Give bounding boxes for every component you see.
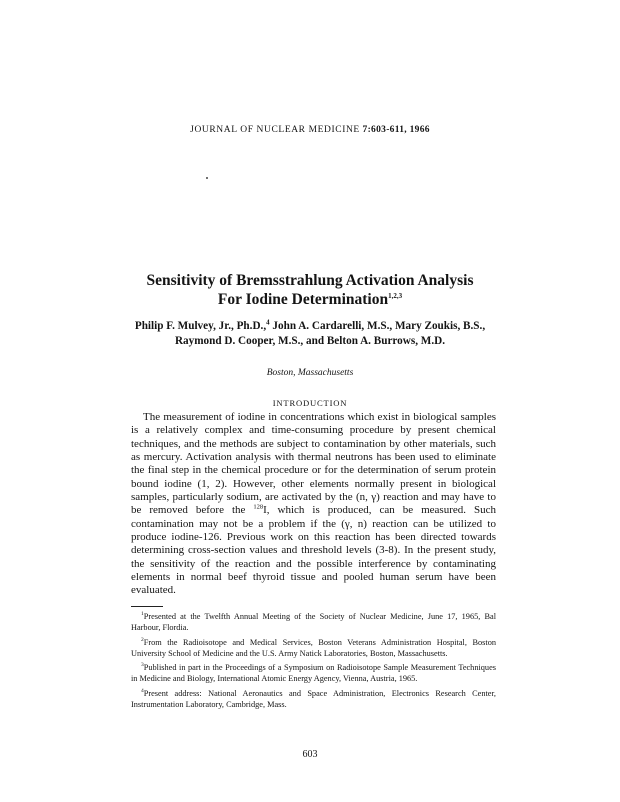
isotope-mass-number: 128 [253,503,264,511]
paragraph-part-a: The measurement of iodine in concentrations which exist in biological samples is a relatively complex and time-consuming procedure by present chemical techniques, and the methods are subject to contamination by other materials, such as mercury. Activation analysis with thermal neutrons has been used to eliminate the final step in the chemical procedure or for the determination of serum protein bound iodine (1, 2). However, other elements normally present in biological samples, particularly sodium, are activated by the (n, γ) reaction and may have to be removed before the [131,411,496,517]
paragraph-part-b: I, which is produced, can be measured. Such contamination may not be a problem if the (γ, n) reaction can be utilized to produce iodine-126. Previous work on this reaction has been directed towards determining cross-section values and threshold levels (3-8). In the present study, the sensitivity of the reaction and the possible interference by contaminating elements in normal beef thyroid tissue and pooled human serum have been evaluated. [131,504,496,597]
author-footnote-mark: 4 [266,318,270,327]
page-number: 603 [302,749,318,760]
title-footnote-marks: 1,2,3 [388,291,403,300]
footnote [131,611,496,633]
author-location: Boston, Massachusetts [266,368,354,378]
authors-line-1a: Philip F. Mulvey, Jr., Ph.D., [134,320,267,332]
footnote-mark: 1 [141,611,144,618]
footnote [131,662,496,684]
journal-header [0,125,620,135]
footnotes [131,611,496,714]
authors-line-1b: John A. Cardarelli, M.S., Mary Zoukis, B.S., [269,320,486,332]
print-speck [206,177,208,179]
title-line-2 [0,290,620,309]
footnote-text: Presented at the Twelfth Annual Meeting of the Society of Nuclear Medicine, June 17, 1965, Bal Harbour, Flordia. [131,612,496,633]
introduction-paragraph [131,411,496,598]
article-title [0,271,620,309]
journal-name: JOURNAL OF NUCLEAR MEDICINE [190,125,360,135]
footnote [131,688,496,710]
author-list [0,319,620,349]
authors-line-2: Raymond D. Cooper, M.S., and Belton A. Burrows, M.D. [174,335,446,347]
introduction-body [131,411,496,598]
footnote [131,637,496,659]
footnote-mark: 4 [141,688,144,695]
journal-citation: 7:603-611, 1966 [362,125,430,135]
footnote-text: Present address: National Aeronautics and Space Administration, Electronics Research Center, Instrumentation Laboratory, Cambridge, Mass. [131,689,496,710]
title-line-2-text: For Iodine Determination [217,291,389,308]
footnote-text: Published in part in the Proceedings of a Symposium on Radioisotope Sample Measurement Techniques in Medicine and Biology, International Atomic Energy Agency, Vienna, Austria, 1965. [131,663,496,684]
footnote-mark: 2 [141,636,144,643]
footnote-rule [131,606,163,607]
authors-line-1 [0,319,620,334]
section-heading-introduction: INTRODUCTION [272,398,348,408]
footnote-text: From the Radioisotope and Medical Services, Boston Veterans Administration Hospital, Boston University School of Medicine and the U.S. Army Natick Laboratories, Boston, Massachusetts. [131,637,496,658]
footnote-mark: 3 [141,662,144,669]
title-line-1: Sensitivity of Bremsstrahlung Activation Analysis [146,272,474,289]
